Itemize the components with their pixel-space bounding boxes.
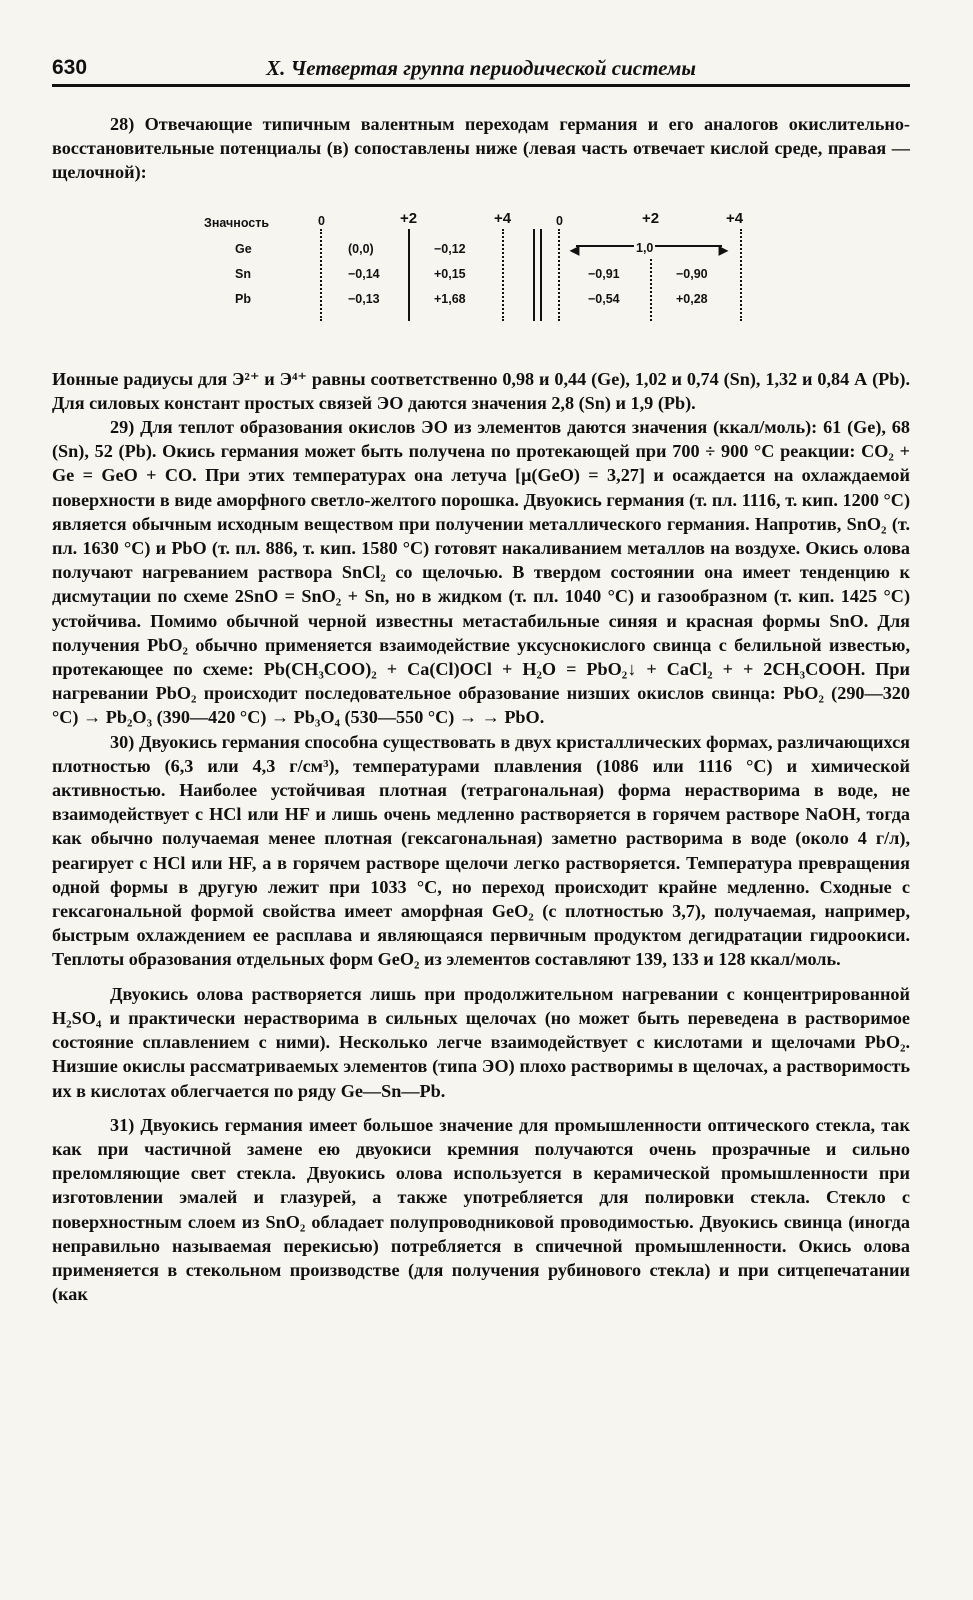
running-title: X. Четвертая группа периодической системы [266,56,696,80]
table-right-header-2: +2 [642,209,660,227]
ge-left-2-4: −0,12 [434,241,466,256]
paragraph-28-radii: Ионные радиусы для Э²⁺ и Э⁴⁺ равны соответственно 0,98 и 0,44 (Ge), 1,02 и 0,74 (Sn), 1,32 и 0,84 А (Pb). Для силовых констант простых связей ЭО даются значения 2,8 (Sn) и 1,9 (Pb). [52,368,910,413]
paragraph-31: 31) Двуокись германия имеет большое значение для промышленности оптического стекла, так как при частичной замене ею двуокиси кремния получаются очень прозрачные и сильно преломляющие свет стекла. Двуокись олова используется в керамической промышленности при изготовлении эмалей и глазурей, а также употребляется для полировки стекла. Стекло с поверхностным слоем из SnO₂ обладает полупроводниковой проводимостью. Двуокись свинца (иногда неправильно называемая перекисью) потребляется в спичечной промышленности. Окись олова применяется в стекольном производстве (для получения рубинового стекла) и при ситцепечатании (как [52,1114,910,1305]
table-row-label-header: Значность [204,215,270,230]
table-divider [533,229,535,321]
level-line [502,229,504,321]
level-line [320,229,322,321]
paragraph-29: 29) Для теплот образования окислов ЭО из элементов даются значения (ккал/моль): 61 (Ge), 68 (Sn), 52 (Pb). Окись германия может быть получена по протекающей при 700 ÷ 900 °C реакции: CO₂ + Ge = GeO + CO. При этих температурах она летуча [μ(GeO) = 3,27] и осаждается на охлаждаемой поверхности в виде аморфного светло-желтого порошка. Двуокись германия (т. пл. 1116, т. кип. 1200 °C) является обычным исходным веществом при получении металлического германия. Напротив, SnO₂ (т. пл. 1630 °C) и PbO (т. пл. 886, т. кип. 1580 °C) готовят накаливанием металлов на воздухе. Окись олова получают нагреванием раствора SnCl₂ со щелочью. В твердом состоянии она имеет тенденцию к дисмутации по схеме 2SnO = SnO₂ + Sn, но в жидком (т. пл. 1040 °C) и газообразном (т. кип. 1425 °C) устойчива. Помимо обычной черной известны метастабильные синяя и красная формы SnO. Для получения PbO₂ обычно применяется взаимодействие уксуснокислого свинца с белильной известью, протекающее по схеме: Pb(CH₃COO)₂ + Ca(Cl)OCl + H₂O = PbO₂↓ + CaCl₂ + + 2CH₃COOH. При нагревании PbO₂ происходит последовательное образование низших окислов свинца: PbO₂ (290—320 °C) → Pb₂O₃ (390—420 °C) → Pb₃O₄ (530—550 °C) → → PbO. [52,417,910,728]
sn-left-2-4: +0,15 [434,266,466,281]
table-left-header-2: +2 [400,209,418,227]
paragraph-28: 28) Отвечающие типичным валентным переходам германия и его аналогов окислительно-восстановительные потенциалы (в) сопоставлены ниже (левая часть отвечает кислой среде, правая — щелочной): [52,114,910,183]
paragraph-30: 30) Двуокись германия способна существовать в двух кристаллических формах, различающихся плотностью (6,3 или 4,3 г/см³), температурами плавления (1086 или 1116 °C) и химической активностью. Наиболее устойчивая плотная (тетрагональная) форма нерастворима в воде, не взаимодействует с HCl или HF и лишь очень медленно растворяется в горячем растворе NaOH, тогда как обычно получаемая менее плотная (гексагональная) заметно растворима в воде (около 4 г/л), реагирует с HCl или HF, а в горячем растворе щелочи легко растворяется. Температура превращения одной формы в другую лежит при 1033 °C, но переход происходит крайне медленно. Сходные с гексагональной формой свойства имеет аморфная GeO₂ (с плотностью 3,7), получаемая, например, быстрым охлаждением ее расплава и являющаяся первичным продуктом дегидратации гидроокиси. Теплоты образования отдельных форм GeO₂ из элементов составляют 139, 133 и 128 ккал/моль. [52,731,910,970]
table-left-header-0: 0 [318,213,325,228]
sn-right-2-4: −0,90 [676,266,708,281]
potentials-table [52,203,910,355]
table-row-label-pb: Pb [235,291,251,306]
level-line [408,229,410,321]
pb-right-0-2: −0,54 [588,291,620,306]
ge-right-0-4: 1,0 [634,236,655,260]
table-right-header-0: 0 [556,213,563,228]
paragraph-30-tin-oxide: Двуокись олова растворяется лишь при продолжительном нагревании с концентрированной H₂SO₄ и практически нерастворима в сильных щелочах (но может быть переведена в растворимое состояние сплавлением с ними). Несколько легче взаимодействует с кислотами и щелочами PbO₂. Низшие окислы рассматриваемых элементов (типа ЭО) плохо растворимы в щелочах, а растворимость их в кислотах облегчается по ряду Ge—Sn—Pb. [52,983,910,1101]
table-divider [540,229,542,321]
level-line [650,259,652,321]
sn-right-0-2: −0,91 [588,266,620,281]
level-line [558,229,560,321]
ge-left-0-2: (0,0) [348,241,374,256]
sn-left-0-2: −0,14 [348,266,380,281]
table-row-label-ge: Ge [235,241,252,256]
page-body [52,112,910,1306]
pb-right-2-4: +0,28 [676,291,708,306]
page-number: 630 [52,56,88,79]
table-left-header-4: +4 [494,209,512,227]
level-line [740,229,742,321]
table-row-label-sn: Sn [235,266,251,281]
page-header [52,52,910,87]
pb-left-2-4: +1,68 [434,291,466,306]
pb-left-0-2: −0,13 [348,291,380,306]
table-right-header-4: +4 [726,209,744,227]
